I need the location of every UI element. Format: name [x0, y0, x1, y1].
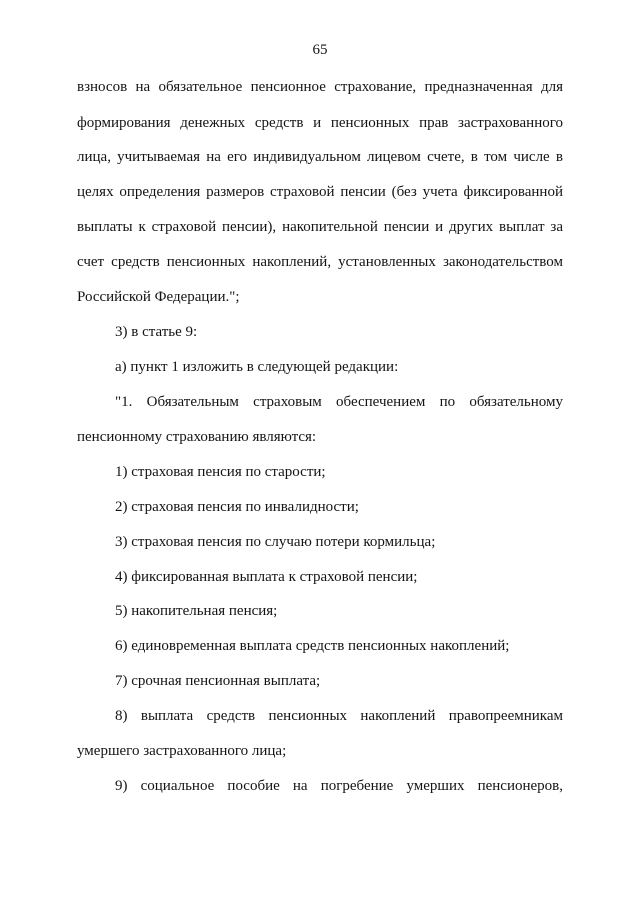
list-item: 7) срочная пенсионная выплата;: [115, 673, 321, 689]
text-line: а) пункт 1 изложить в следующей редакции:: [115, 359, 399, 375]
list-item: 5) накопительная пенсия;: [115, 603, 278, 619]
text-line: целях определения размеров страховой пенсии (без учета фиксированной: [77, 184, 563, 200]
text-line: Российской Федерации.";: [77, 289, 240, 305]
text-line: лица, учитываемая на его индивидуальном лицевом счете, в том числе в: [77, 149, 563, 165]
text-line: пенсионному страхованию являются:: [77, 429, 317, 445]
list-item: 2) страховая пенсия по инвалидности;: [115, 499, 359, 515]
text-line: 3) в статье 9:: [115, 324, 198, 340]
list-item: 4) фиксированная выплата к страховой пенсии;: [115, 569, 418, 585]
list-item: 6) единовременная выплата средств пенсионных накоплений;: [115, 638, 510, 654]
text-line: взносов на обязательное пенсионное страхование, предназначенная для: [77, 79, 563, 95]
text-line: "1. Обязательным страховым обеспечением по обязательному: [115, 394, 563, 410]
list-item: 1) страховая пенсия по старости;: [115, 464, 326, 480]
list-item: 3) страховая пенсия по случаю потери кормильца;: [115, 534, 436, 550]
list-item: 8) выплата средств пенсионных накоплений правопреемникам: [115, 708, 563, 724]
page-number: 65: [312, 42, 328, 58]
text-line: счет средств пенсионных накоплений, установленных законодательством: [77, 254, 563, 270]
text-line: выплаты к страховой пенсии), накопительной пенсии и других выплат за: [77, 219, 563, 235]
list-item-continuation: умершего застрахованного лица;: [77, 743, 287, 759]
list-item: 9) социальное пособие на погребение умерших пенсионеров,: [115, 778, 563, 794]
text-line: формирования денежных средств и пенсионных прав застрахованного: [77, 115, 563, 131]
